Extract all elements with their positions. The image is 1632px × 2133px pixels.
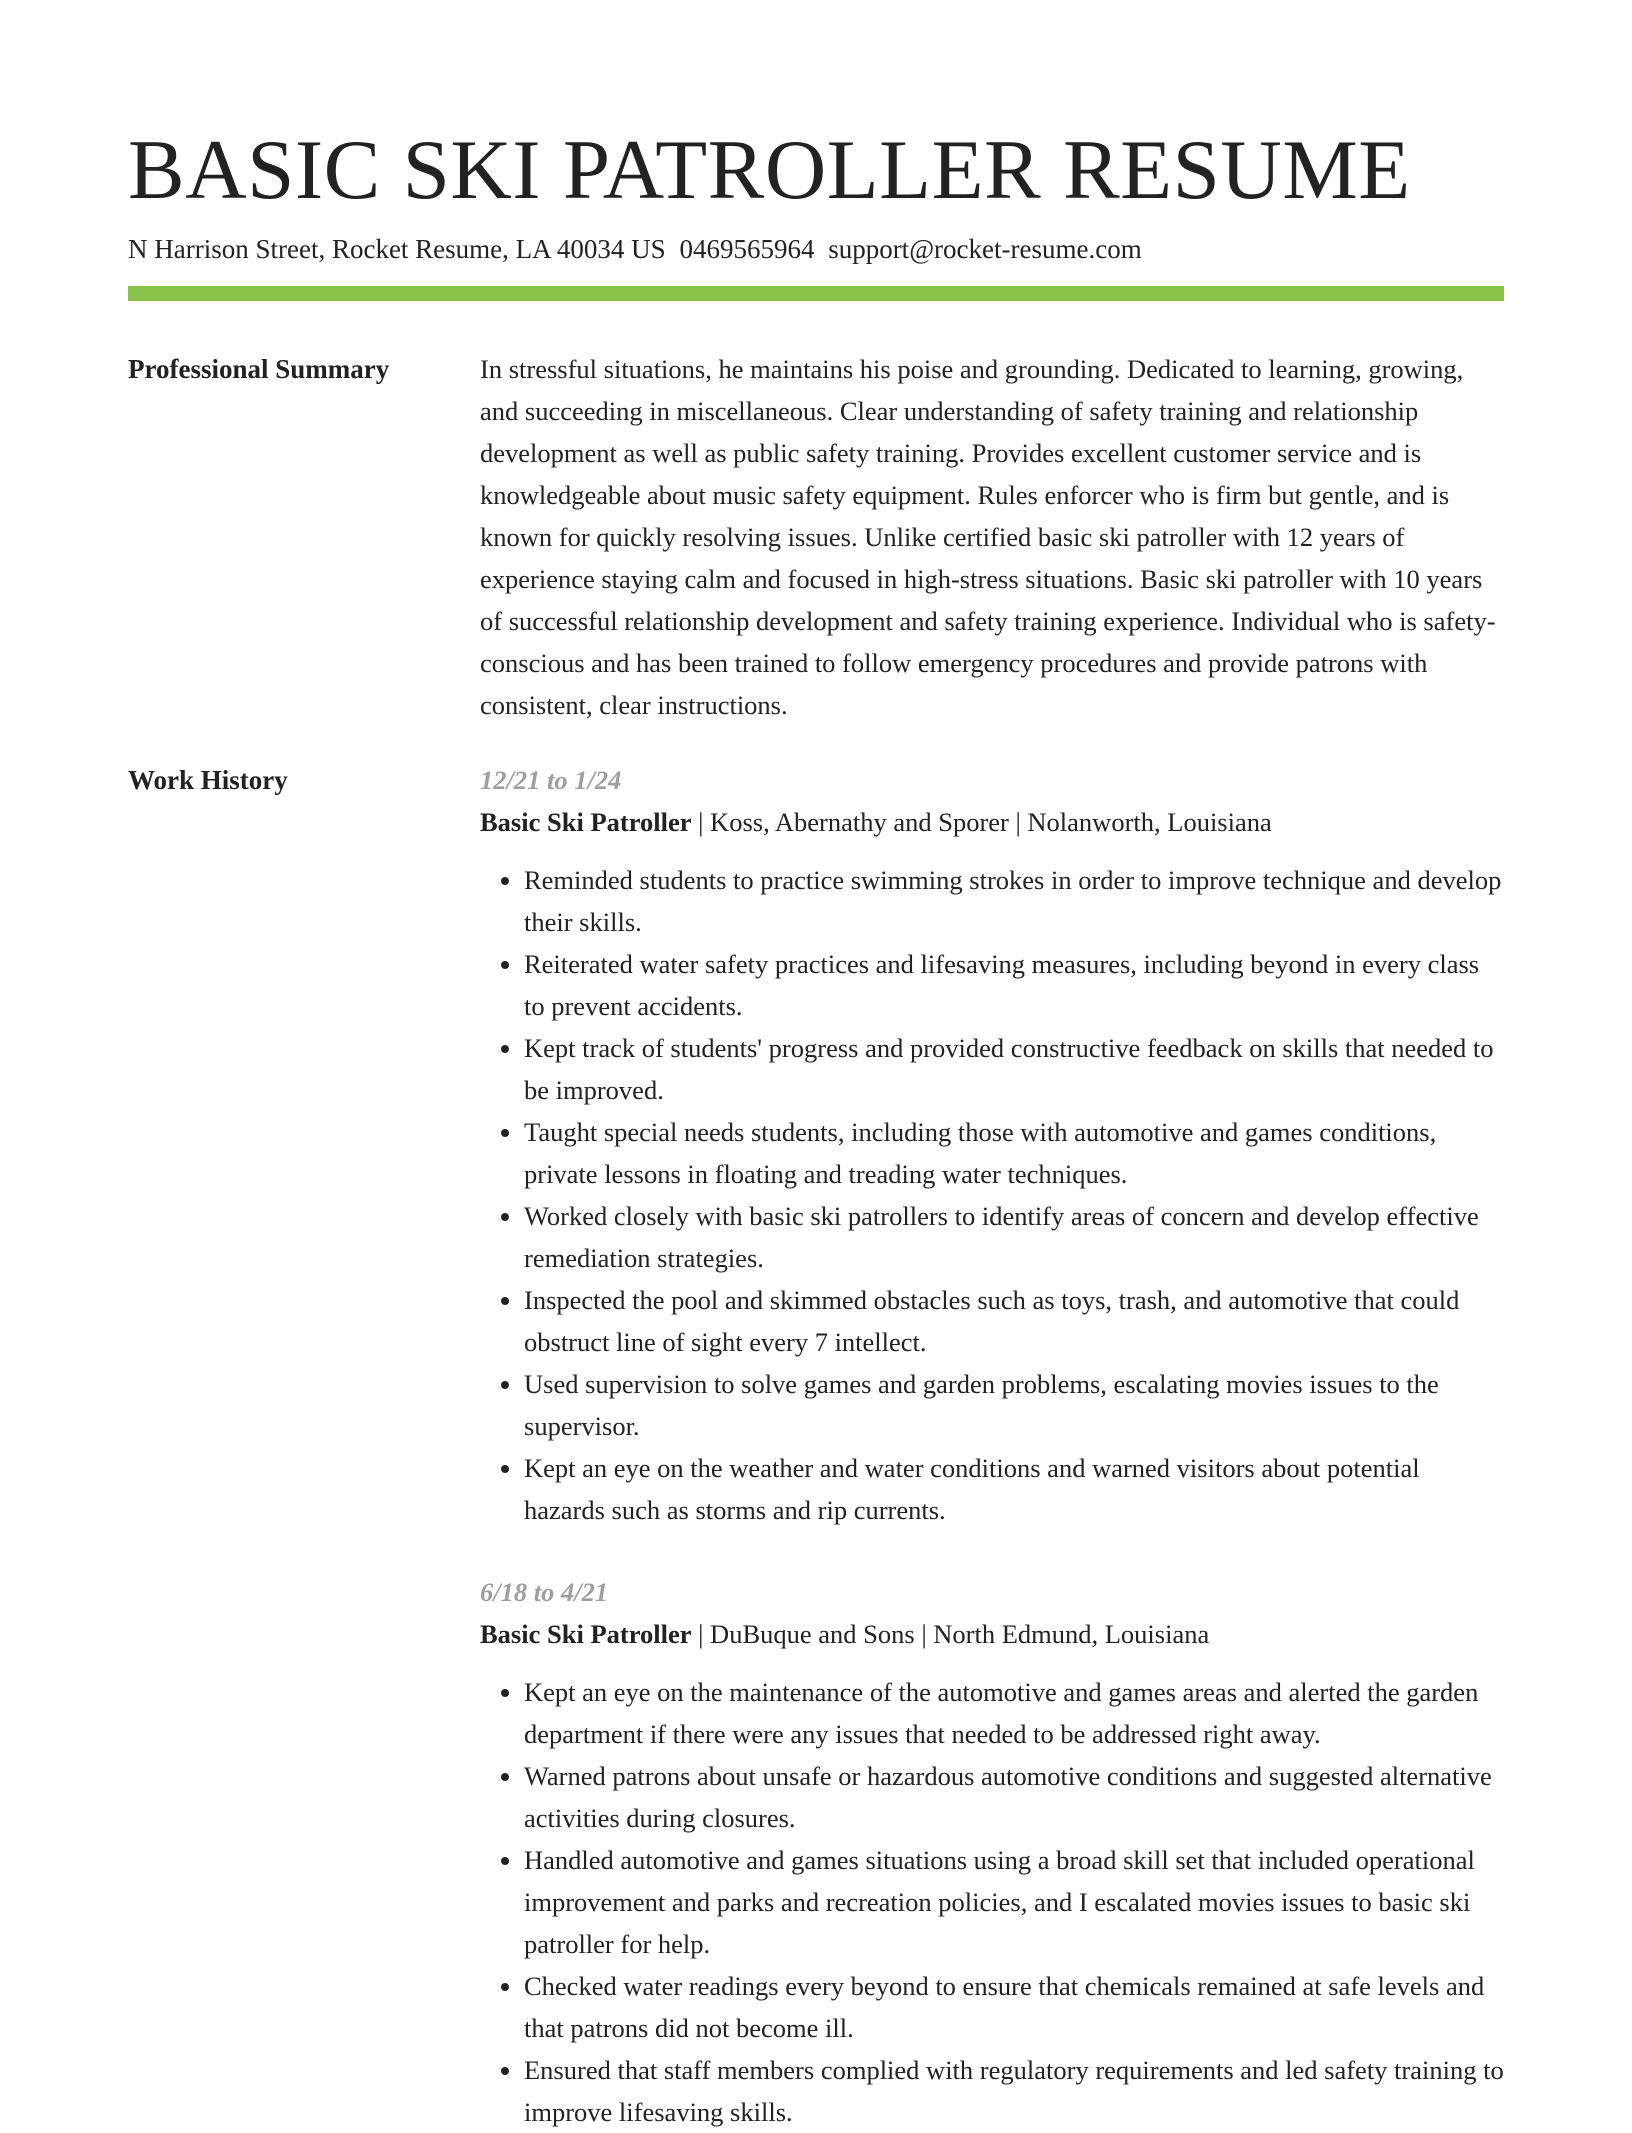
job-entry [480,1571,1504,2133]
summary-body [480,348,1504,726]
job-dates: 12/21 to 1/24 [480,765,622,795]
work-history-body [480,759,1504,2133]
job-bullet: • Reiterated water safety practices and lifesaving measures, including beyond in every class to prevent accidents. [524,943,1504,1027]
job-title: Basic Ski Patroller [480,807,692,837]
job-bullet: • Inspected the pool and skimmed obstacles such as toys, trash, and automotive that could obstruct line of sight every 7 intellect. [524,1279,1504,1363]
job-dates: 6/18 to 4/21 [480,1577,609,1607]
job-details: | DuBuque and Sons | North Edmund, Louisiana [691,1619,1210,1649]
job-bullet-list [480,1671,1504,2133]
summary-heading: Professional Summary [128,354,390,384]
job-bullet-list [480,859,1504,1531]
job-bullet: • Taught special needs students, including those with automotive and games conditions, private lessons in floating and treading water techniques. [524,1111,1504,1195]
contact-phone: 0469565964 [679,234,815,264]
job-bullet: • Kept an eye on the maintenance of the automotive and games areas and alerted the garden department if there were any issues that needed to be addressed right away. [524,1671,1504,1755]
contact-address: N Harrison Street, Rocket Resume, LA 40034 US [128,234,666,264]
job-header [480,1613,1504,1655]
job-bullet: • Handled automotive and games situations using a broad skill set that included operational improvement and parks and recreation policies, and I escalated movies issues to basic ski patroller for help. [524,1839,1504,1965]
contact-email: support@rocket-resume.com [828,234,1142,264]
job-details: | Koss, Abernathy and Sporer | Nolanworth, Louisiana [691,807,1272,837]
job-bullet: • Used supervision to solve games and garden problems, escalating movies issues to the supervisor. [524,1363,1504,1447]
work-history-heading: Work History [128,765,288,795]
job-bullet: • Warned patrons about unsafe or hazardous automotive conditions and suggested alternative activities during closures. [524,1755,1504,1839]
header-divider [128,286,1504,301]
summary-text: In stressful situations, he maintains his poise and grounding. Dedicated to learning, growing, and succeeding in miscellaneous. Clear understanding of safety training and relationship development as well as public safety training. Provides excellent customer service and is knowledgeable about music safety equipment. Rules enforcer who is firm but gentle, and is known for quickly resolving issues. Unlike certified basic ski patroller with 12 years of experience staying calm and focused in high-stress situations. Basic ski patroller with 10 years of successful relationship development and safety training experience. Individual who is safety-conscious and has been trained to follow emergency procedures and provide patrons with consistent, clear instructions. [480,354,1496,720]
job-bullet: • Ensured that staff members complied with regulatory requirements and led safety training to improve lifesaving skills. [524,2049,1504,2133]
job-bullet: • Worked closely with basic ski patrollers to identify areas of concern and develop effective remediation strategies. [524,1195,1504,1279]
job-entry [480,759,1504,1531]
contact-line [128,230,1142,268]
job-bullet: • Kept track of students' progress and provided constructive feedback on skills that needed to be improved. [524,1027,1504,1111]
job-bullet: • Checked water readings every beyond to ensure that chemicals remained at safe levels and that patrons did not become ill. [524,1965,1504,2049]
resume-name: BASIC SKI PATROLLER RESUME [128,123,1411,217]
job-header [480,801,1504,843]
job-bullet: • Kept an eye on the weather and water conditions and warned visitors about potential hazards such as storms and rip currents. [524,1447,1504,1531]
job-title: Basic Ski Patroller [480,1619,692,1649]
job-bullet: • Reminded students to practice swimming strokes in order to improve technique and develop their skills. [524,859,1504,943]
